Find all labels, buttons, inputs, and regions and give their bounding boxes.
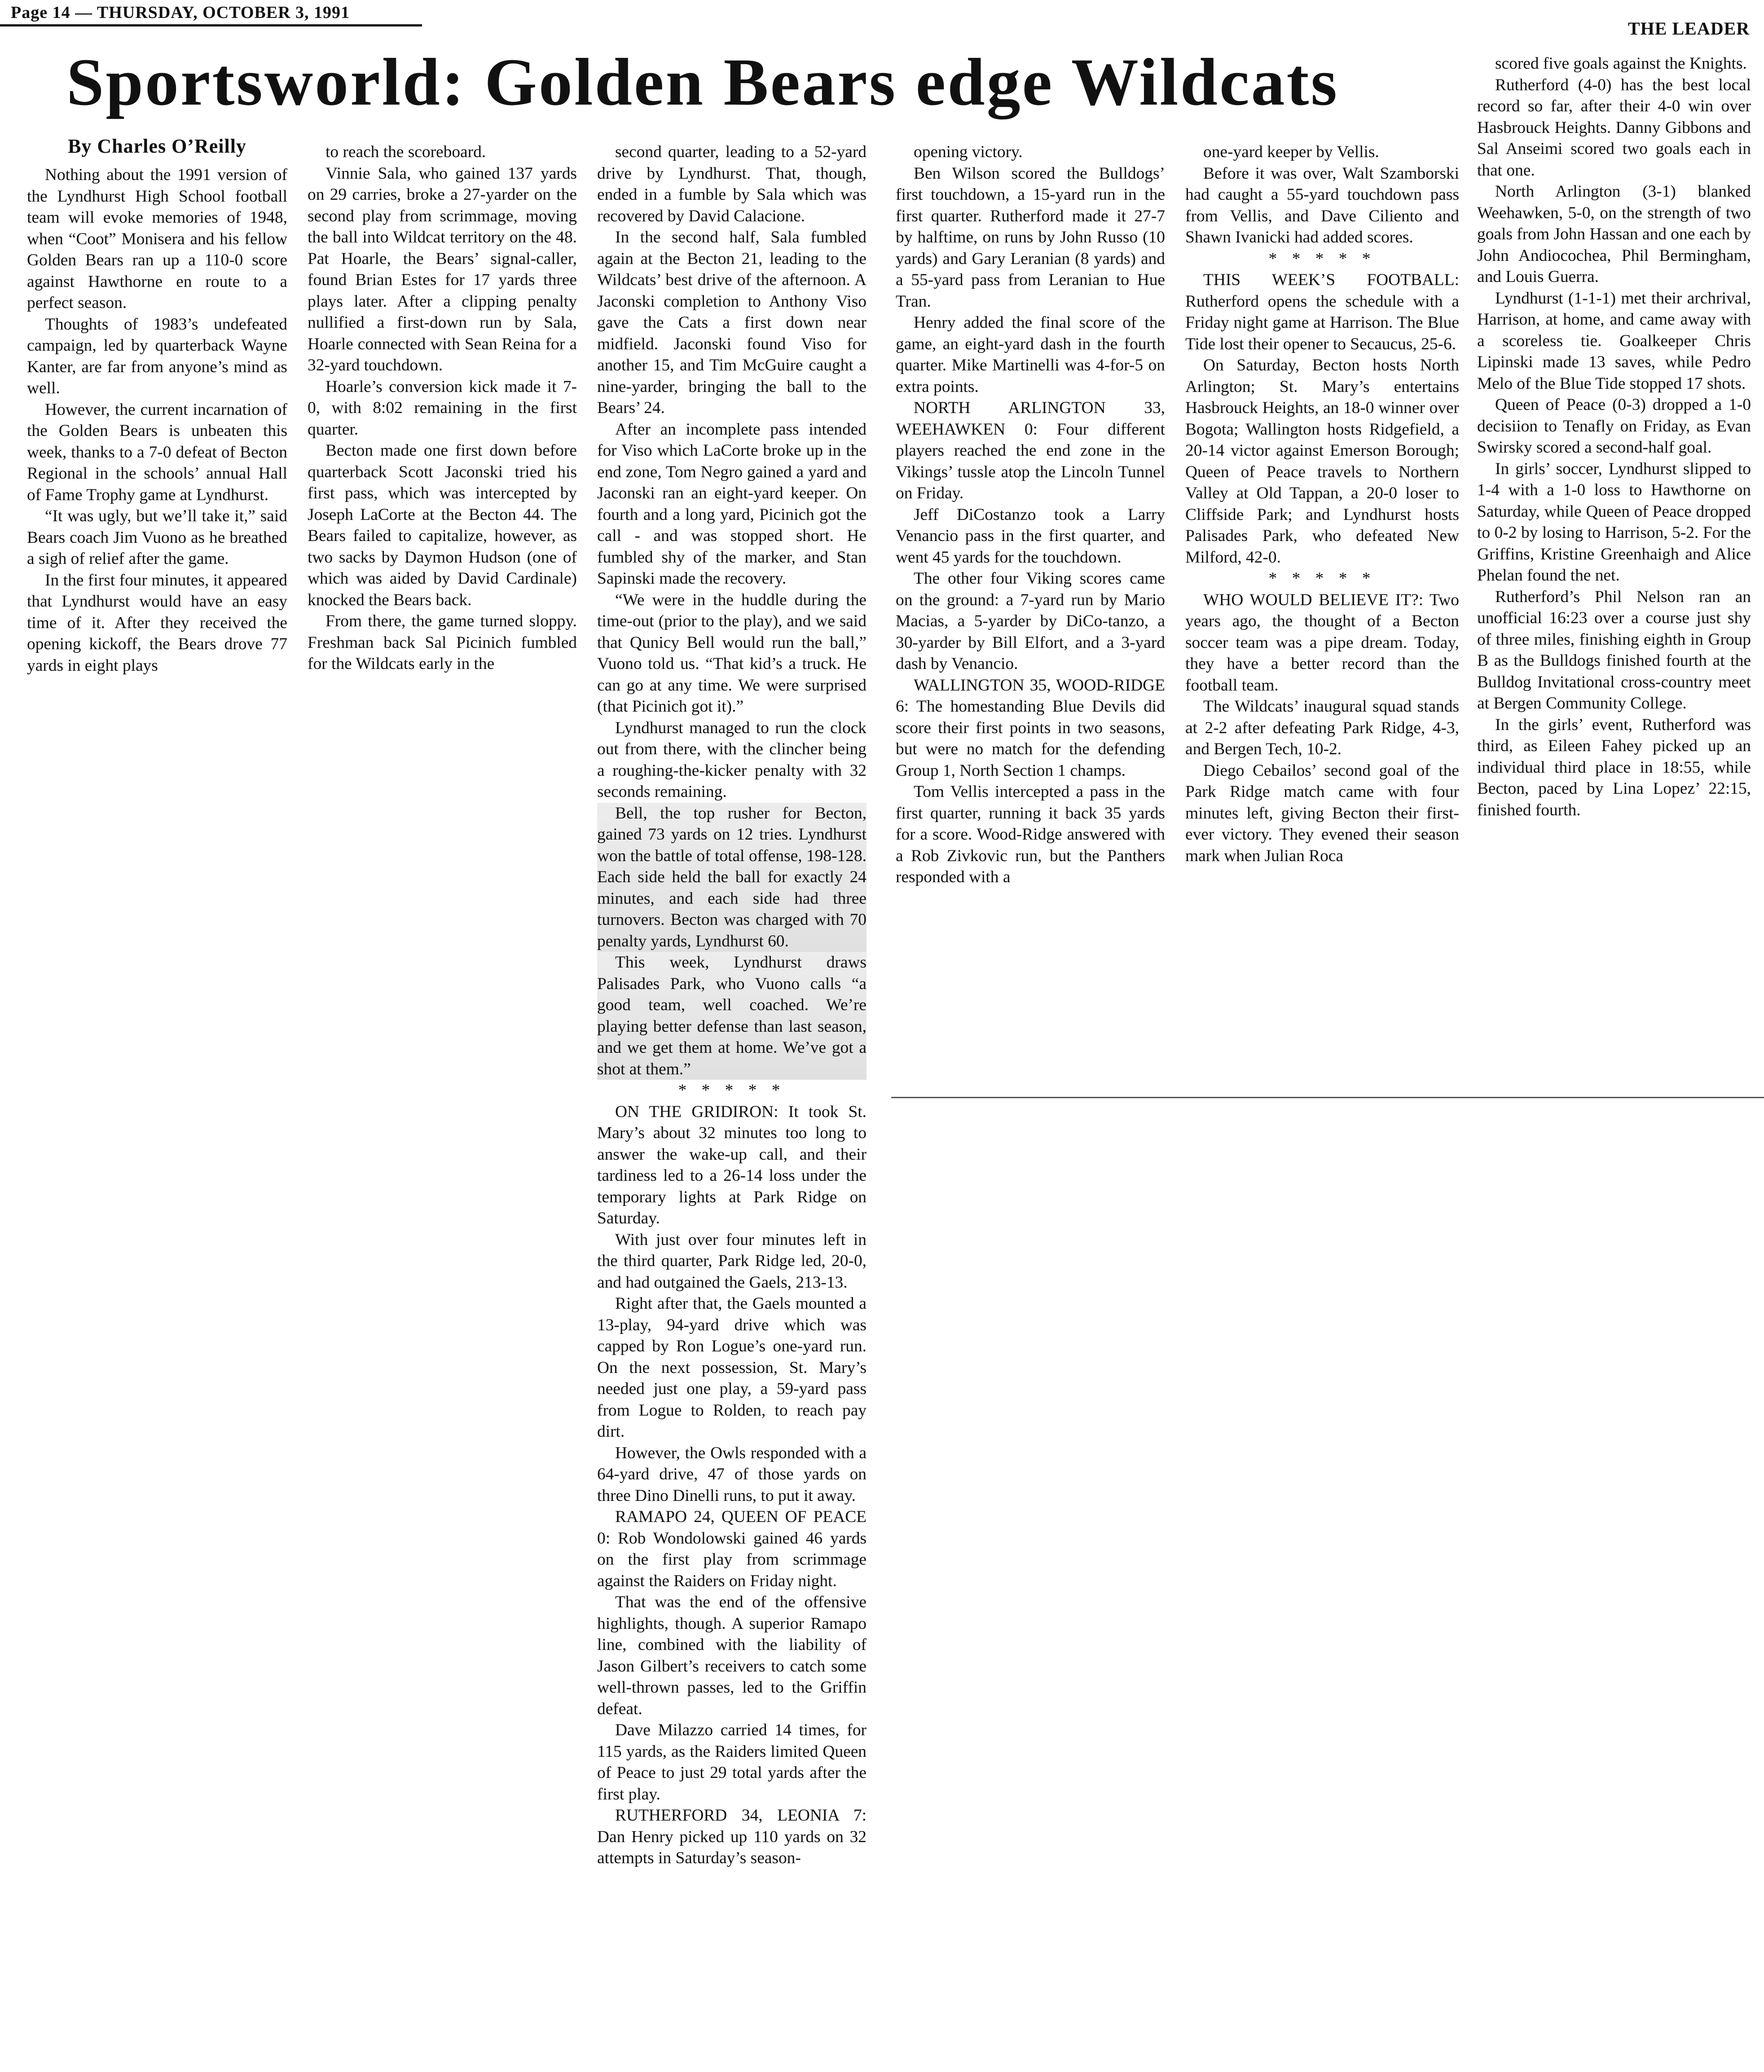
publication-name: THE LEADER: [1628, 18, 1750, 39]
paragraph: Queen of Peace (0-3) dropped a 1-0 decisiion to Tenafly on Friday, as Evan Swirsky scored a second-half goal.: [1477, 396, 1751, 457]
column-3: [597, 141, 867, 1869]
paragraph: to reach the scoreboard.: [326, 143, 486, 161]
paragraph: Hoarle’s conversion kick made it 7-0, with 8:02 remaining in the first quarter.: [308, 377, 577, 439]
paragraph: Jeff DiCostanzo took a Larry Venancio pass in the first quarter, and went 45 yards for the touchdown.: [896, 505, 1165, 567]
section-divider-stars: * * * * *: [1268, 249, 1376, 268]
column-5: [1185, 141, 1459, 867]
paragraph: second quarter, leading to a 52-yard drive by Lyndhurst. That, though, ended in a fumble by Sala which was recovered by David Calacione.: [597, 143, 867, 225]
column-2: [308, 141, 577, 675]
paragraph: This week, Lyndhurst draws Palisades Park, who Vuono calls “a good team, well coached. We’re playing better defense than last season, and we get them at home. We’ve got a shot at them.”: [597, 952, 867, 1080]
paragraph: Lyndhurst managed to run the clock out from there, with the clincher being a roughing-the-kicker penalty with 32 seconds remaining.: [597, 718, 867, 801]
paragraph: After an incomplete pass intended for Viso which LaCorte broke up in the end zone, Tom Negro gained a yard and Jaconski ran an eight-yard keeper. On fourth and a long yard, Picinich got the call - and was stopped short. He fumbled shy of the marker, and Stan Sapinski made the recovery.: [597, 420, 867, 588]
paragraph: RAMAPO 24, QUEEN OF PEACE 0: Rob Wondolowski gained 46 yards on the first play from scrimmage against the Raiders on Friday night.: [597, 1508, 867, 1590]
paragraph: In the first four minutes, it appeared that Lyndhurst would have an easy time of it. After they received the opening kickoff, the Bears drove 77 yards in eight plays: [27, 571, 287, 675]
column-4: [896, 141, 1165, 888]
paragraph: From there, the game turned sloppy. Freshman back Sal Picinich fumbled for the Wildcats early in the: [308, 612, 577, 673]
paragraph: Right after that, the Gaels mounted a 13-play, 94-yard drive which was capped by Ron Logue’s one-yard run. On the next possession, St. Mary’s needed just one play, a 59-yard pass from Logue to Rolden, to reach pay dirt.: [597, 1294, 867, 1441]
paragraph: The Wildcats’ inaugural squad stands at 2-2 after defeating Park Ridge, 4-3, and Bergen Tech, 10-2.: [1185, 697, 1459, 758]
paragraph: Thoughts of 1983’s undefeated campaign, led by quarterback Wayne Kanter, are far from anyone’s mind as well.: [27, 315, 287, 397]
paragraph: scored five goals against the Knights.: [1495, 54, 1747, 73]
paragraph: With just over four minutes left in the third quarter, Park Ridge led, 20-0, and had outgained the Gaels, 213-13.: [597, 1230, 867, 1292]
paragraph: Becton made one first down before quarterback Scott Jaconski tried his first pass, which was intercepted by Joseph LaCorte at the Becton 44. The Bears failed to capitalize, however, as two sacks by Daymon Hudson (one of which was aided by David Cardinale) knocked the Bears back.: [308, 441, 577, 609]
paragraph: Bell, the top rusher for Becton, gained 73 yards on 12 tries. Lyndhurst won the battle of total offense, 198-128. Each side held the ball for exactly 24 minutes, and each side had three turnovers. Becton was charged with 70 penalty yards, Lyndhurst 60.: [597, 803, 867, 952]
byline: By Charles O’Reilly: [68, 135, 246, 157]
paragraph: opening victory.: [914, 143, 1023, 161]
headline: Sportsworld: Golden Bears edge Wildcats: [66, 45, 1339, 119]
paragraph: one-yard keeper by Vellis.: [1203, 143, 1379, 161]
paragraph: Tom Vellis intercepted a pass in the first quarter, running it back 35 yards for a score. Wood-Ridge answered with a Rob Zivkovic run, but the Panthers responded with a: [896, 783, 1165, 886]
paragraph: Diego Cebailos’ second goal of the Park Ridge match came with four minutes left, giving Becton their first-ever victory. They evened their season mark when Julian Roca: [1185, 761, 1459, 865]
paragraph: WALLINGTON 35, WOOD-RIDGE 6: The homestanding Blue Devils did score their first points in two seasons, but were no match for the defending Group 1, North Section 1 champs.: [896, 676, 1165, 780]
folio-rule: [0, 24, 422, 26]
column-1: [27, 135, 287, 676]
folio-line: Page 14 — THURSDAY, OCTOBER 3, 1991: [11, 3, 350, 22]
paragraph: Henry added the final score of the game, an eight-yard dash in the fourth quarter. Mike Martinelli was 4-for-5 on extra points.: [896, 313, 1165, 396]
paragraph: However, the Owls responded with a 64-yard drive, 47 of those yards on three Dino Dinelli runs, to put it away.: [597, 1443, 867, 1505]
paragraph: However, the current incarnation of the Golden Bears is unbeaten this week, thanks to a 7-0 defeat of Becton Regional in the schools’ annual Hall of Fame Trophy game at Lyndhurst.: [27, 400, 287, 504]
paragraph: Dave Milazzo carried 14 times, for 115 yards, as the Raiders limited Queen of Peace to just 29 total yards after the first play.: [597, 1721, 867, 1804]
horizontal-rule: [891, 1097, 1764, 1098]
section-divider-stars: * * * * *: [1268, 569, 1376, 588]
paragraph: “We were in the huddle during the time-out (prior to the play), and we said that Qunicy Bell would run the ball,” Vuono told us. “That kid’s a truck. He can go at any time. We were surprised (that Picinich got it).”: [597, 590, 867, 716]
paragraph: Ben Wilson scored the Bulldogs’ first touchdown, a 15-yard run in the first quarter. Rutherford made it 27-7 by halftime, on runs by John Russo (10 yards) and Gary Leranian (8 yards) and a 55-yard pass from Leranian to Hue Tran.: [896, 164, 1165, 311]
paragraph: Vinnie Sala, who gained 137 yards on 29 carries, broke a 27-yarder on the second play from scrimmage, moving the ball into Wildcat territory on the 48. Pat Hoarle, the Bears’ signal-caller, found Brian Estes for 17 yards three plays later. After a clipping penalty nullified a first-down run by Sala, Hoarle connected with Sean Reina for a 32-yard touchdown.: [308, 164, 577, 374]
paragraph: That was the end of the offensive highlights, though. A superior Ramapo line, combined with the liability of Jason Gilbert’s receivers to catch some well-thrown passes, led to the Griffin defeat.: [597, 1593, 867, 1718]
paragraph: WHO WOULD BELIEVE IT?: Two years ago, the thought of a Becton soccer team was a pipe dream. Today, they have a better record than the football team.: [1185, 590, 1459, 695]
paragraph: The other four Viking scores came on the ground: a 7-yard run by Mario Macias, a 5-yarder by DiCo-tanzo, a 30-yarder by Bill Elfort, and a 3-yard dash by Venancio.: [896, 569, 1165, 673]
paragraph: ON THE GRIDIRON: It took St. Mary’s about 32 minutes too long to answer the wake-up call, and their tardiness led to a 26-14 loss under the temporary lights at Park Ridge on Saturday.: [597, 1102, 867, 1227]
paragraph: Rutherford’s Phil Nelson ran an unofficial 16:23 over a course just shy of three miles, finishing eighth in Group B as the Bulldogs finished fourth at the Bulldog Invitational cross-country meet at Bergen Community College.: [1477, 587, 1751, 713]
paragraph: Nothing about the 1991 version of the Lyndhurst High School football team will evoke memories of 1948, when “Coot” Monisera and his fellow Golden Bears ran up a 110-0 score against Hawthorne en route to a perfect season.: [27, 166, 287, 312]
paragraph: “It was ugly, but we’ll take it,” said Bears coach Jim Vuono as he breathed a sigh of relief after the game.: [27, 507, 287, 568]
paragraph: North Arlington (3-1) blanked Weehawken, 5-0, on the strength of two goals from John Hassan and one each by John Andiocochea, Phil Bermingham, and Louis Guerra.: [1477, 182, 1751, 286]
column-6: [1477, 53, 1751, 821]
paragraph: On Saturday, Becton hosts North Arlington; St. Mary’s entertains Hasbrouck Heights, an 18-0 winner over Bogota; Wallington hosts Ridgefield, a 20-14 victor against Emerson Borough; Queen of Peace travels to Northern Valley at Old Tappan, a 20-0 loser to Cliffside Park; and Lyndhurst hosts Palisades Park, who defeated New Milford, 42-0.: [1185, 356, 1459, 567]
paragraph: THIS WEEK’S FOOTBALL: Rutherford opens the schedule with a Friday night game at Harrison. The Blue Tide lost their opener to Secaucus, 25-6.: [1185, 271, 1459, 353]
section-divider-stars: * * * * *: [678, 1081, 786, 1100]
paragraph: NORTH ARLINGTON 33, WEEHAWKEN 0: Four different players reached the end zone in the Vikings’ tussle atop the Lincoln Tunnel on Friday.: [896, 399, 1165, 502]
paragraph: Before it was over, Walt Szamborski had caught a 55-yard touchdown pass from Vellis, and Dave Ciliento and Shawn Ivanicki had added scores.: [1185, 164, 1459, 246]
paragraph: RUTHERFORD 34, LEONIA 7: Dan Henry picked up 110 yards on 32 attempts in Saturday’s season-: [597, 1806, 867, 1867]
paragraph: In the girls’ event, Rutherford was third, as Eileen Fahey picked up an individual third place in 18:55, while Becton, paced by Lina Lopez’ 22:15, finished fourth.: [1477, 715, 1751, 819]
paragraph: In the second half, Sala fumbled again at the Becton 21, leading to the Wildcats’ best drive of the afternoon. A Jaconski completion to Anthony Viso gave the Cats a first down near midfield. Jaconski found Viso for another 15, and Tim McGuire caught a nine-yarder, bringing the ball to the Bears’ 24.: [597, 228, 867, 417]
paragraph: Rutherford (4-0) has the best local record so far, after their 4-0 win over Hasbrouck Heights. Danny Gibbons and Sal Anseimi scored two goals each in that one.: [1477, 75, 1751, 180]
paragraph: In girls’ soccer, Lyndhurst slipped to 1-4 with a 1-0 loss to Hawthorne on Saturday, while Queen of Peace dropped to 0-2 by losing to Harrison, 5-2. For the Griffins, Kristine Greenhaigh and Alice Phelan found the net.: [1477, 459, 1751, 585]
paragraph: Lyndhurst (1-1-1) met their archrival, Harrison, at home, and came away with a scoreless tie. Goalkeeper Chris Lipinski made 13 saves, while Pedro Melo of the Blue Tide stopped 17 shots.: [1477, 289, 1751, 393]
